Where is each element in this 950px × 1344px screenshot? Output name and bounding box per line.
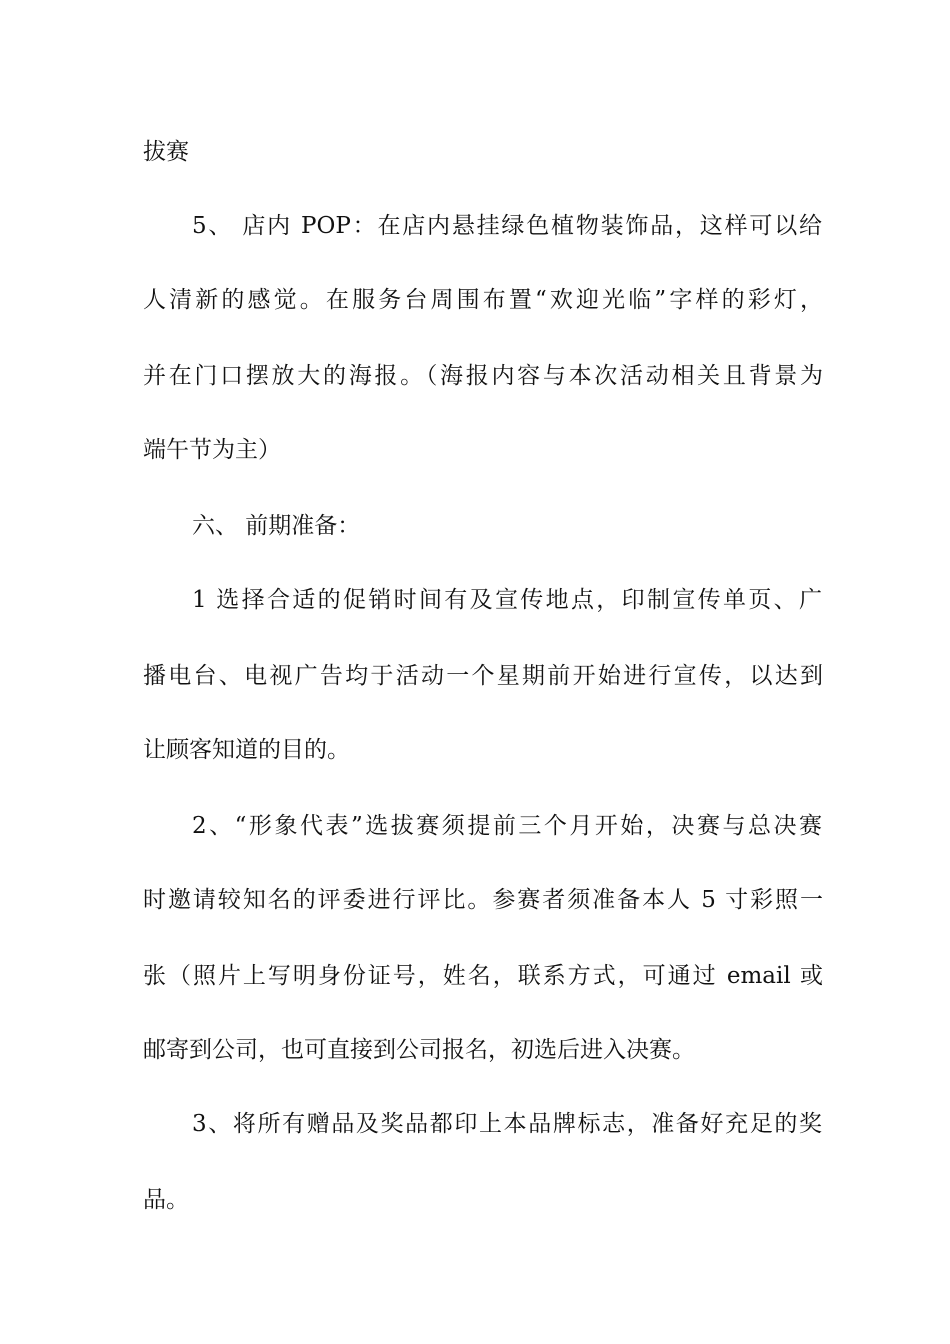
text-line: 端午节为主） xyxy=(143,437,281,463)
text-line: 人清新的感觉。在服务台周围布置“欢迎光临”字样的彩灯， xyxy=(143,287,823,313)
text-line: 邮寄到公司，也可直接到公司报名，初选后进入决赛。 xyxy=(143,1037,695,1063)
text-line: 让顾客知道的目的。 xyxy=(143,737,350,763)
text-line: 2、“形象代表”选拔赛须提前三个月开始，决赛与总决赛 xyxy=(192,813,822,839)
text-line: 3、将所有赠品及奖品都印上本品牌标志，准备好充足的奖 xyxy=(192,1111,822,1137)
text-line: 品。 xyxy=(143,1187,189,1213)
text-line: 拔赛 xyxy=(143,139,189,165)
text-line: 5、 店内 POP：在店内悬挂绿色植物装饰品，这样可以给 xyxy=(192,213,822,239)
text-line: 1 选择合适的促销时间有及宣传地点，印制宣传单页、广 xyxy=(192,587,822,613)
text-line: 张（照片上写明身份证号，姓名，联系方式，可通过 email 或 xyxy=(143,963,823,989)
text-line: 时邀请较知名的评委进行评比。参赛者须准备本人 5 寸彩照一 xyxy=(143,887,823,913)
text-line: 并在门口摆放大的海报。（海报内容与本次活动相关且背景为 xyxy=(143,363,823,389)
text-line: 播电台、电视广告均于活动一个星期前开始进行宣传，以达到 xyxy=(143,663,823,689)
section-heading: 六、 前期准备： xyxy=(192,513,361,539)
